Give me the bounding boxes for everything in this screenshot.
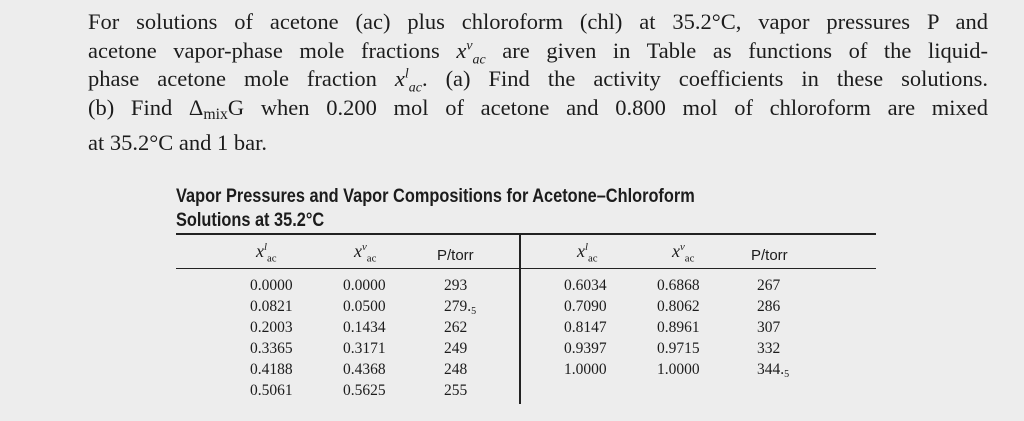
- table-caption-line-1: Vapor Pressures and Vapor Compositions for Acetone–Chloroform: [176, 186, 695, 207]
- table-cell: 0.8062: [657, 298, 700, 315]
- table-cell: 0.8961: [657, 319, 700, 336]
- column-x-vapor-left: [343, 275, 386, 401]
- table-caption-line-2: Solutions at 35.2°C: [176, 210, 325, 231]
- table-cell: 0.0821: [250, 298, 293, 315]
- table-top-rule: [176, 233, 876, 235]
- table-cell: 0.1434: [343, 319, 386, 336]
- table-cell: 286: [757, 298, 781, 315]
- table-cell: 262: [444, 319, 468, 336]
- table-cell: 0.6868: [657, 277, 700, 294]
- column-pressure-left: [444, 275, 476, 401]
- table-cell: 0.0500: [343, 298, 386, 315]
- column-x-liquid-left: [250, 275, 293, 401]
- table-cell: 0.0000: [343, 277, 386, 294]
- table-cell: 0.4368: [343, 361, 386, 378]
- table-divider: [519, 234, 521, 404]
- table-header-rule: [176, 268, 876, 269]
- table-cell: 0.9397: [564, 340, 607, 357]
- table-cell: 1.0000: [657, 361, 700, 378]
- table-cell: 0.6034: [564, 277, 607, 294]
- table-cell: 0.3171: [343, 340, 386, 357]
- header-pressure-left: P/torr: [437, 247, 474, 264]
- table-cell: 255: [444, 382, 468, 399]
- table-cell: 332: [757, 340, 781, 357]
- table-cell: 293: [444, 277, 468, 294]
- table-cell: 0.7090: [564, 298, 607, 315]
- table-cell: 0.4188: [250, 361, 293, 378]
- header-x-vapor-right: $x^v_{ac}$: [672, 241, 695, 265]
- table-cell: $344._5$: [757, 361, 790, 381]
- header-x-liquid-right: $x^l_{ac}$: [577, 241, 598, 265]
- table-cell: 0.0000: [250, 277, 293, 294]
- problem-line-3: phase acetone mole fraction $x^l_{ac}$. (a) Find the activity coefficients in these solutions.: [88, 66, 988, 96]
- table-cell: 248: [444, 361, 468, 378]
- table-cell: 0.9715: [657, 340, 700, 357]
- column-pressure-right: [757, 275, 789, 380]
- column-x-vapor-right: [657, 275, 700, 380]
- column-x-liquid-right: [564, 275, 607, 380]
- table-cell: 267: [757, 277, 781, 294]
- table-cell: 1.0000: [564, 361, 607, 378]
- table-cell: $279._5$: [444, 298, 477, 318]
- table-cell: 0.5061: [250, 382, 293, 399]
- problem-statement: [88, 8, 988, 158]
- problem-line-1: For solutions of acetone (ac) plus chloroform (chl) at 35.2°C, vapor pressures P and: [88, 9, 988, 34]
- header-x-vapor-left: $x^v_{ac}$: [354, 241, 377, 265]
- header-pressure-right: P/torr: [751, 247, 788, 264]
- table-caption: [176, 185, 695, 233]
- table-cell: 0.3365: [250, 340, 293, 357]
- table-cell: 0.2003: [250, 319, 293, 336]
- problem-line-5: at 35.2°C and 1 bar.: [88, 130, 267, 156]
- table-cell: 307: [757, 319, 781, 336]
- table-cell: 0.8147: [564, 319, 607, 336]
- problem-line-2: acetone vapor-phase mole fractions $x^v_{ac}$ are given in Table as functions of the liquid-: [88, 37, 989, 68]
- problem-line-4: (b) Find ΔmixG when 0.200 mol of acetone and 0.800 mol of chloroform are mixed: [88, 94, 988, 123]
- table-cell: 249: [444, 340, 468, 357]
- header-x-liquid-left: $x^l_{ac}$: [256, 241, 277, 265]
- table-cell: 0.5625: [343, 382, 386, 399]
